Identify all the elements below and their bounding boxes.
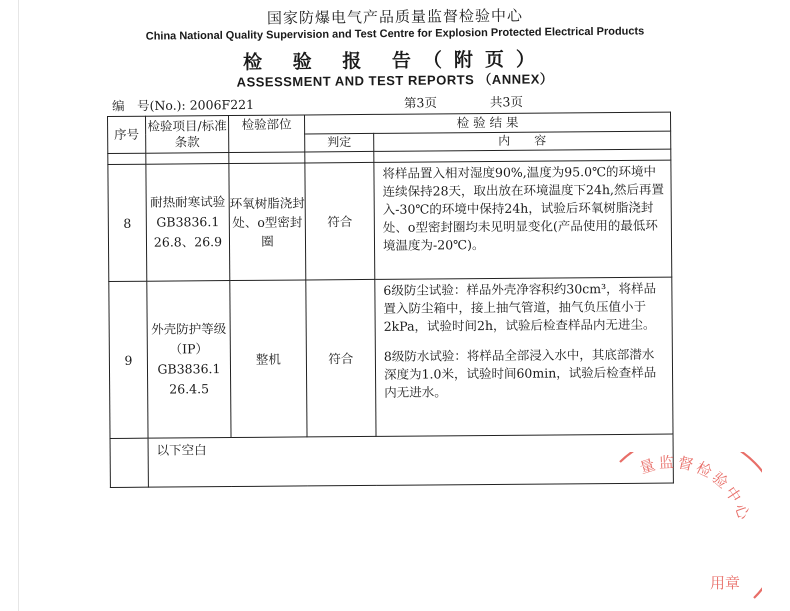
table-row-blank xyxy=(110,434,673,487)
row-content-dust: 6级防尘试验：样品外壳净容积约30cm³，将样品置入防尘箱中，接上抽气管道，抽气负压值小于2kPa，试验时间2h，试验后检查样品内无进尘。 xyxy=(383,280,657,334)
report-title-en: ASSESSMENT AND TEST REPORTS （ANNEX） xyxy=(236,71,554,90)
row-part: 整机 xyxy=(230,280,307,438)
header-judgement: 判定 xyxy=(305,133,374,152)
blank-label: 以下空白 xyxy=(148,434,673,487)
report-meta xyxy=(112,92,572,113)
page-number: 第3页 xyxy=(403,95,438,111)
row-seq: 8 xyxy=(108,164,147,281)
header-item: 检验项目/标准条款 xyxy=(146,116,229,154)
report-title-cn: 检 验 报 告（附页） xyxy=(242,48,548,74)
table-row xyxy=(109,277,673,438)
row-content xyxy=(375,277,673,436)
org-name-en: China National Quality Supervision and Test Centre for Explosion Protected Electrical Products xyxy=(145,25,645,43)
row-content: 将样品置入相对湿度90%,温度为95.0℃的环境中连续保持28天，取出放在环境温度下24h,然后再置入-30℃的环境中保持24h，试验后环氧树脂浇封处、o型密封圈均未见明显变化(产品使用的最低环境温度为-20℃)。 xyxy=(374,160,672,279)
row-judgement: 符合 xyxy=(305,162,375,280)
row-content-water: 8级防水试验：将样品全部浸入水中，其底部潜水深度为1.0米，试验时间60min，试验后检查样品内无进水。 xyxy=(383,346,657,400)
row-item: 耐热耐寒试验 GB3836.1 26.8、26.9 xyxy=(146,164,230,282)
row-part: 环氧树脂浇封处、o型密封圈 xyxy=(229,163,306,281)
page-total: 共3页 xyxy=(489,94,524,110)
row-judgement: 符合 xyxy=(306,279,376,437)
report-number: 编 号(No.): 2006F221 xyxy=(111,96,255,114)
svg-text:量监督检验中心: 量监督检验中心 xyxy=(637,453,754,525)
org-name-cn: 国家防爆电气产品质量监督检验中心 xyxy=(266,6,524,28)
header-part: 检验部位 xyxy=(229,115,305,153)
header-seq: 序号 xyxy=(108,116,146,153)
results-table xyxy=(107,112,674,488)
header-content: 内 容 xyxy=(374,131,671,152)
table-row xyxy=(108,160,672,281)
svg-text:用章: 用章 xyxy=(710,574,741,592)
official-seal xyxy=(612,452,762,602)
row-seq: 9 xyxy=(109,281,148,438)
row-item: 外壳防护等级（IP） GB3836.1 26.4.5 xyxy=(147,281,231,439)
header-result: 检 验 结 果 xyxy=(304,112,670,133)
